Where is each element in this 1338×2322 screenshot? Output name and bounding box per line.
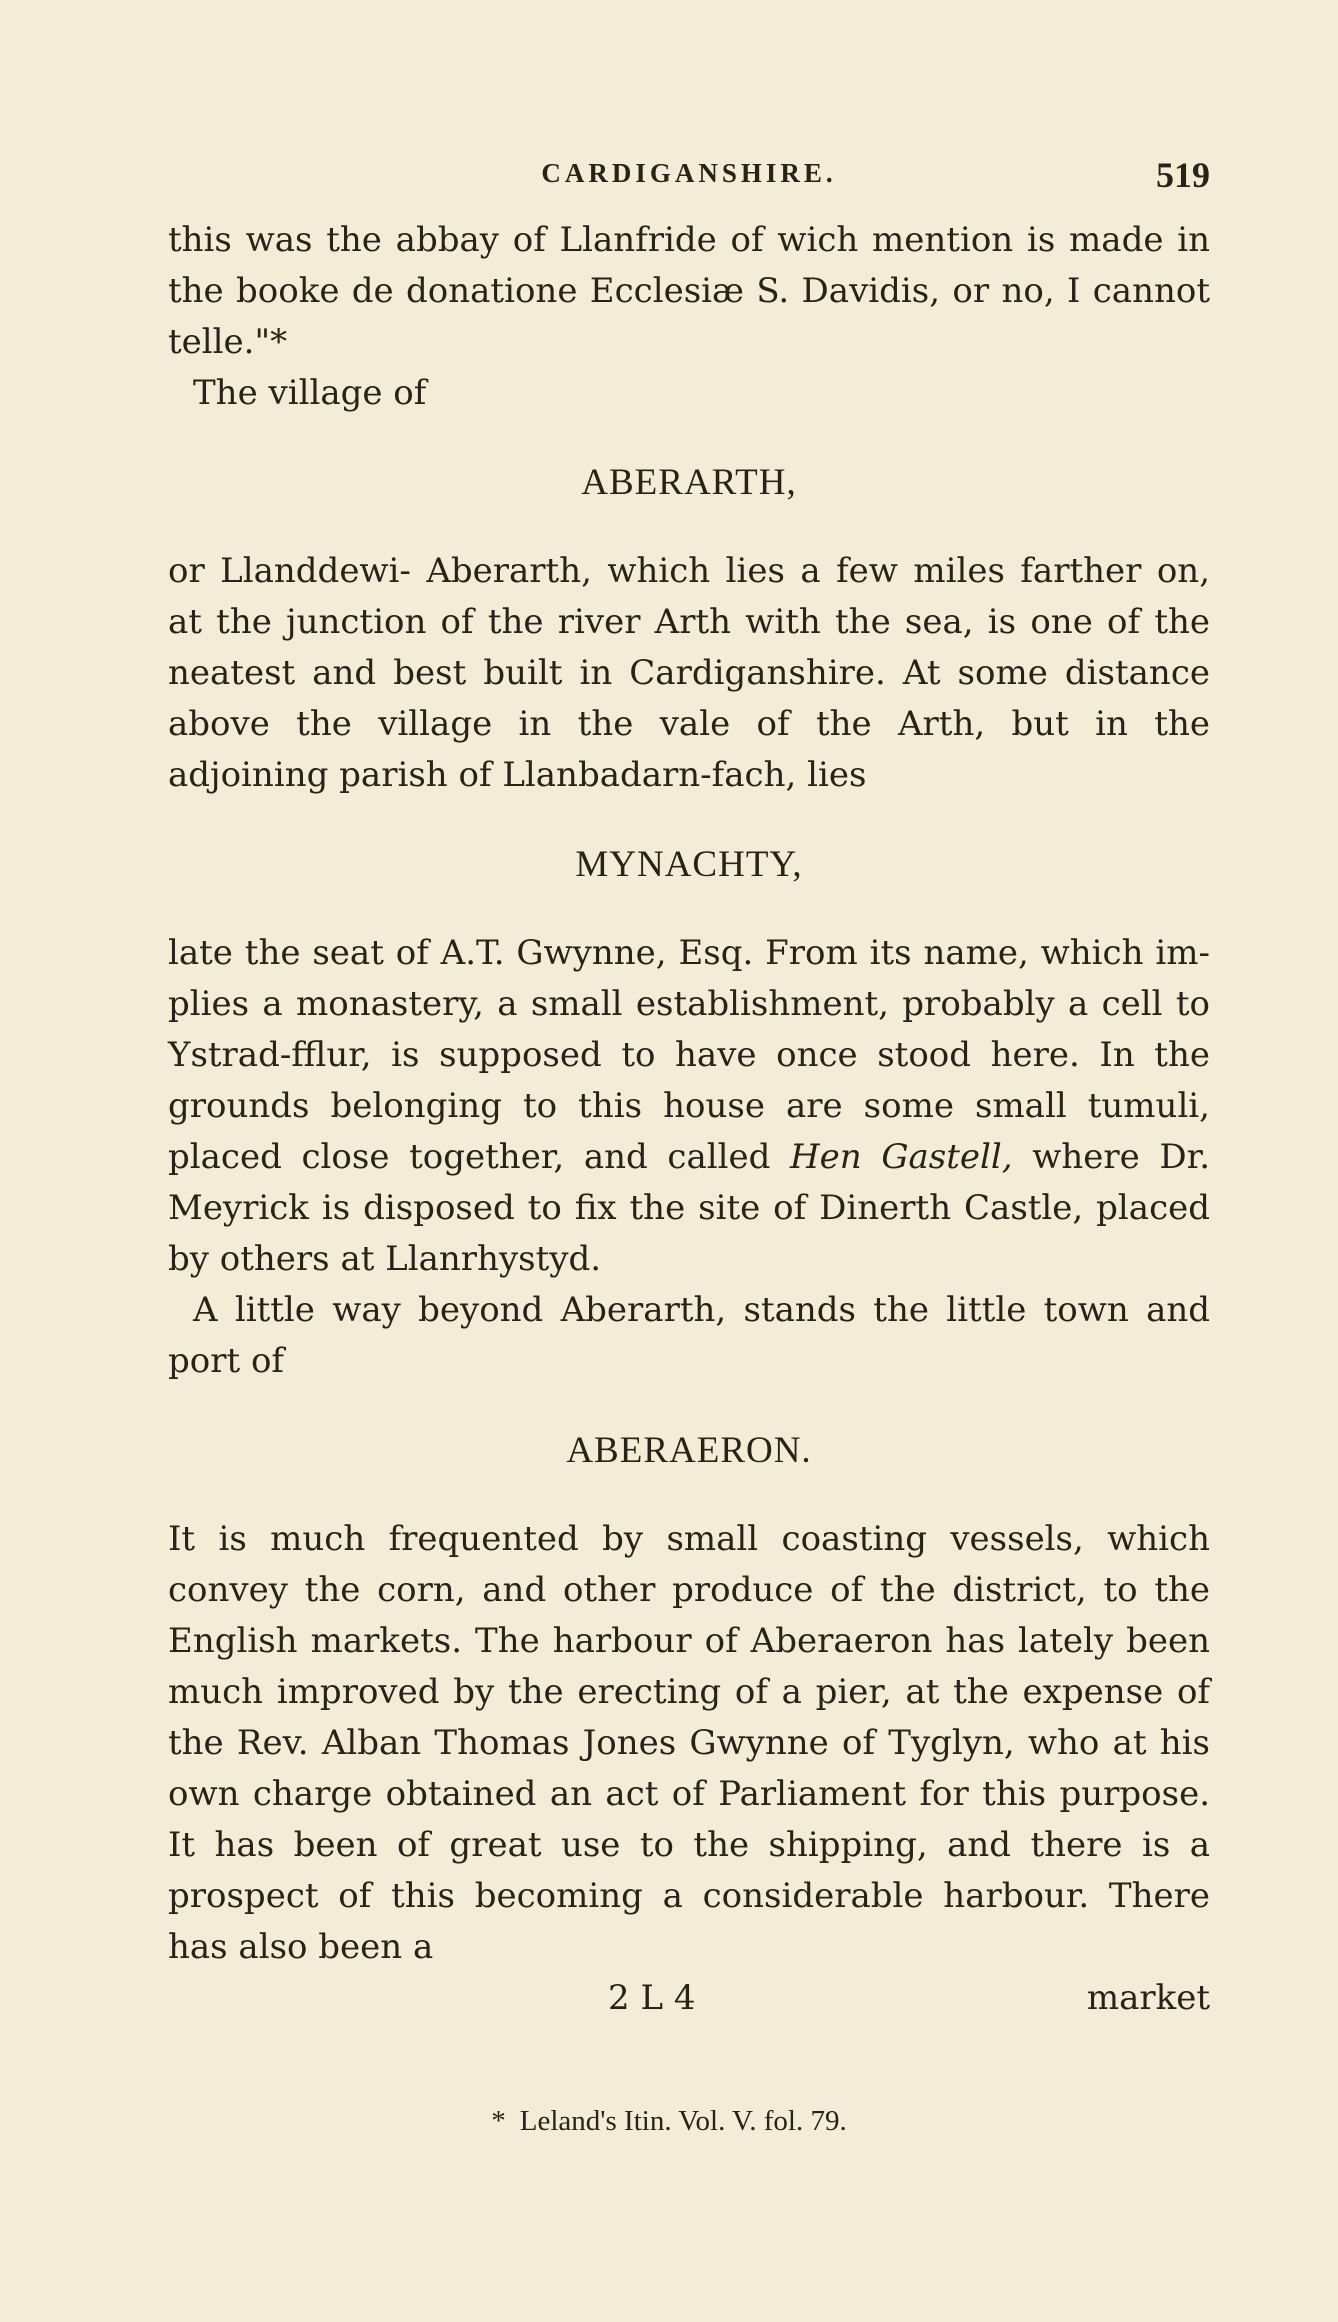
page-header: [168, 155, 1210, 198]
heading-mynachty: MYNACHTY,: [575, 844, 803, 885]
paragraph-intro-aberarth: The village of: [193, 373, 427, 413]
heading-aberarth: ABERARTH,: [581, 462, 797, 503]
signature-line: [168, 1973, 1210, 2024]
running-head: CARDIGANSHIRE.: [541, 158, 837, 188]
paragraph-mynachty-text-1: late the seat of A.T. Gwynne, Esq. From its name, which implies a monastery, a small establishment, probably a cell to Ystrad-fflur, is supposed to have once stood here. In the grounds belonging to this house are some small tumuli, placed close together, and called: [168, 933, 1210, 1177]
heading-aberaeron: ABERAERON.: [566, 1430, 812, 1471]
page-number: 519: [1156, 155, 1210, 195]
paragraph-continuation: this was the abbay of Llanfride of wich mention is made in the booke de donatione Ecclesiæ S. Davidis, or no, I cannot telle."*: [168, 220, 1210, 362]
footnote: [0, 2105, 1338, 2138]
paragraph-mynachty-text-2: where Dr. Meyrick is disposed to fix the site of Dinerth Castle, placed by others at Llanrhystyd.: [168, 1137, 1211, 1279]
catchword: market: [1086, 1978, 1210, 2018]
signature-mark: 2 L 4: [608, 1978, 696, 2018]
paragraph-aberarth: or Llanddewi- Aberarth, which lies a few miles farther on, at the junction of the river Arth with the sea, is one of the neatest and best built in Cardiganshire. At some distance above the village in the vale of the Arth, but in the adjoining parish of Llanbadarn-fach, lies: [168, 551, 1210, 795]
body-text: [168, 215, 1210, 2024]
paragraph-mynachty: [168, 928, 1210, 1285]
hen-gastell-italic: Hen Gastell,: [790, 1137, 1013, 1177]
paragraph-aberaeron: It is much frequented by small coasting vessels, which convey the corn, and other produce of the district, to the English markets. The harbour of Aberaeron has lately been much improved by the erecting of a pier, at the expense of the Rev. Alban Thomas Jones Gwynne of Tyglyn, who at his own charge obtained an act of Parliament for this purpose. It has been of great use to the shipping, and there is a prospect of this becoming a considerable harbour. There has also been a: [168, 1519, 1210, 1967]
footnote-marker: *: [491, 2105, 506, 2137]
paragraph-intro-aberaeron: A little way beyond Aberarth, stands the little town and port of: [168, 1290, 1210, 1381]
footnote-text: Leland's Itin. Vol. V. fol. 79.: [519, 2105, 847, 2137]
